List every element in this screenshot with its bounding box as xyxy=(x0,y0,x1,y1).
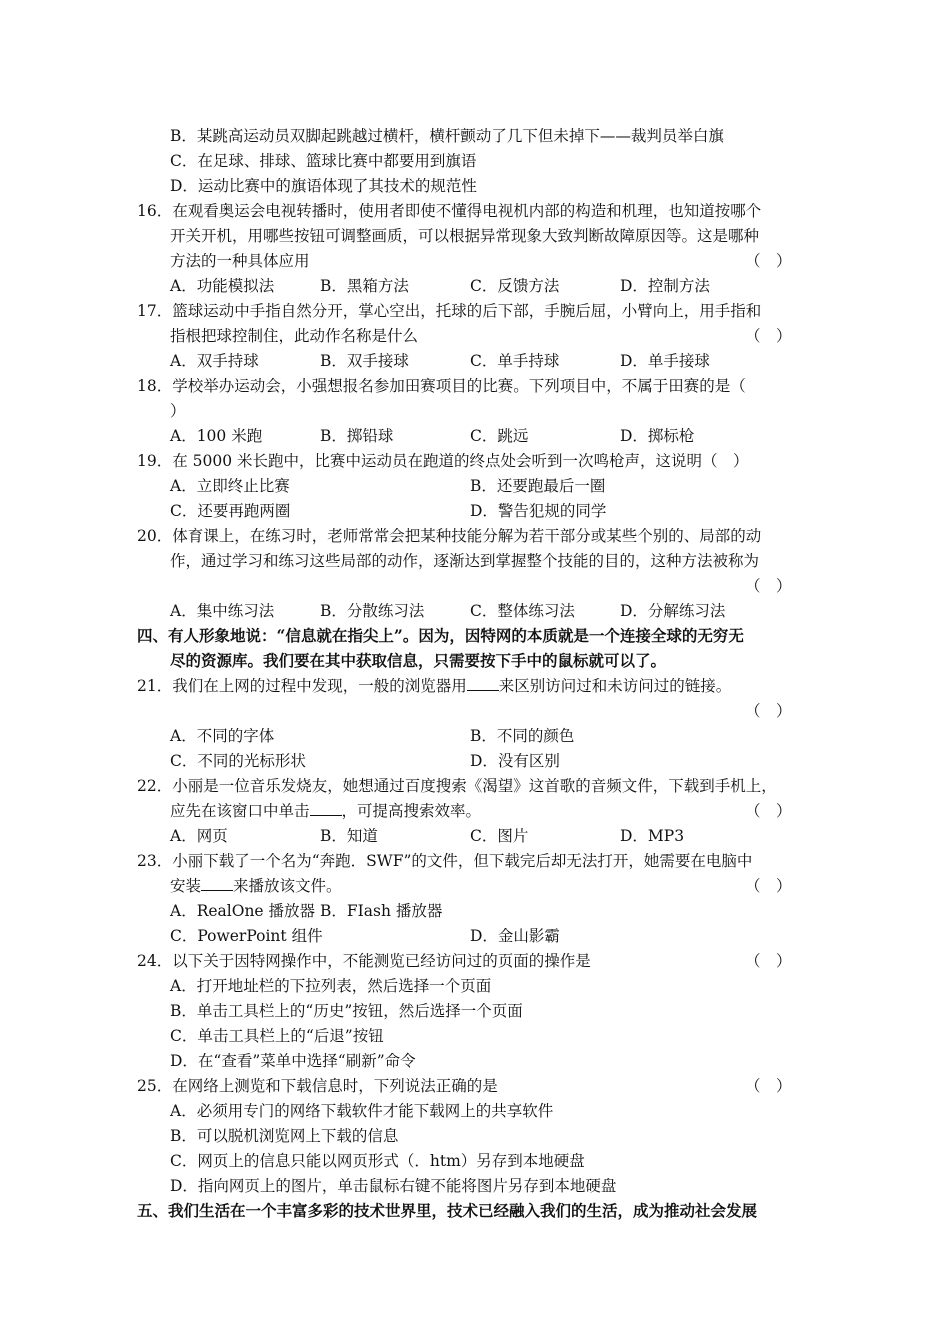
q18-option-b: B．掷铅球 xyxy=(320,427,394,445)
q24-answer-paren: （ ） xyxy=(745,952,792,970)
q20-option-d: D．分解练习法 xyxy=(620,602,726,620)
q16-answer-paren: （ ） xyxy=(745,252,792,270)
q17-option-a: A．双手持球 xyxy=(170,352,259,370)
q19-option-b: B．还要跑最后一圈 xyxy=(470,477,606,495)
q23-option-d: D．金山影霸 xyxy=(470,927,560,945)
q22-stem-2 xyxy=(170,801,481,821)
q23-stem-part-1: 安装 xyxy=(170,877,202,895)
q15-option-d: D．运动比赛中的旗语体现了其技术的规范性 xyxy=(170,177,477,195)
q16-stem-3: 方法的一种具体应用 xyxy=(170,252,310,270)
q22-answer-paren: （ ） xyxy=(745,802,792,820)
q17-option-b: B．双手接球 xyxy=(320,352,409,370)
q20-stem-2: 作，通过学习和练习这些局部的动作，逐渐达到掌握整个技能的目的，这种方法被称为 xyxy=(170,552,760,570)
q19-option-d: D．警告犯规的同学 xyxy=(470,502,607,520)
q15-option-c: C．在足球、排球、篮球比赛中都要用到旗语 xyxy=(170,152,477,170)
q19-stem-1: 19．在 5000 米长跑中，比赛中运动员在跑道的终点处会听到一次鸣枪声，这说明（ ） xyxy=(137,452,749,470)
q20-option-c: C．整体练习法 xyxy=(470,602,575,620)
q17-answer-paren: （ ） xyxy=(745,327,792,345)
q24-option-d: D．在“查看”菜单中选择“刷新”命令 xyxy=(170,1052,416,1070)
q20-option-a: A．集中练习法 xyxy=(170,602,275,620)
q17-stem-1: 17．篮球运动中手指自然分开，掌心空出，托球的后下部，手腕后屈，小臂向上，用手指和 xyxy=(137,302,762,320)
q18-stem-2: ） xyxy=(170,402,186,420)
q20-answer-paren: （ ） xyxy=(745,577,792,595)
q19-option-a: A．立即终止比赛 xyxy=(170,477,290,495)
q17-stem-2: 指根把球控制住，此动作名称是什么 xyxy=(170,327,419,345)
q23-stem-1: 23．小丽下载了一个名为“奔跑．SWF”的文件，但下载完后却无法打开，她需要在电脑中 xyxy=(137,852,753,870)
q18-option-c: C．跳远 xyxy=(470,427,529,445)
q21-stem-part-2: 来区别访问过和未访问过的链接。 xyxy=(498,677,732,695)
q21-option-c: C．不同的光标形状 xyxy=(170,752,306,770)
q24-option-b: B．单击工具栏上的“历史”按钮，然后选择一个页面 xyxy=(170,1002,523,1020)
q16-option-d: D．控制方法 xyxy=(620,277,710,295)
q22-stem-part-2: ，可提高搜索效率。 xyxy=(341,802,482,820)
q21-option-b: B．不同的颜色 xyxy=(470,727,575,745)
q22-blank xyxy=(310,801,342,816)
q22-stem-part-1: 应先在该窗口中单击 xyxy=(170,802,310,820)
q23-answer-paren: （ ） xyxy=(745,877,792,895)
q15-option-b: B．某跳高运动员双脚起跳越过横杆，横杆颤动了几下但未掉下——裁判员举白旗 xyxy=(170,127,724,145)
q18-option-a: A．100 米跑 xyxy=(170,427,263,445)
q16-option-a: A．功能模拟法 xyxy=(170,277,275,295)
q25-answer-paren: （ ） xyxy=(745,1077,792,1095)
section-5-heading-1: 五、我们生活在一个丰富多彩的技术世界里，技术已经融入我们的生活，成为推动社会发展 xyxy=(137,1201,758,1220)
q23-stem-part-2: 来播放该文件。 xyxy=(233,877,342,895)
q24-option-a: A．打开地址栏的下拉列表，然后选择一个页面 xyxy=(170,977,492,995)
q24-option-c: C．单击工具栏上的“后退”按钮 xyxy=(170,1027,384,1045)
q23-option-c: C．PowerPoint 组件 xyxy=(170,927,323,945)
q22-option-b: B．知道 xyxy=(320,827,378,845)
q21-option-a: A．不同的字体 xyxy=(170,727,275,745)
q20-stem-1: 20．体育课上，在练习时，老师常常会把某种技能分解为若干部分或某些个别的、局部的动 xyxy=(137,527,762,545)
q25-option-b: B．可以脱机浏览网上下载的信息 xyxy=(170,1127,399,1145)
q21-answer-paren: （ ） xyxy=(745,702,792,720)
q21-stem-1 xyxy=(137,676,731,696)
q18-stem-1: 18．学校举办运动会，小强想报名参加田赛项目的比赛。下列项目中，不属于田赛的是（ xyxy=(137,377,746,395)
q21-stem-part-1: 21．我们在上网的过程中发现，一般的浏览器用 xyxy=(137,677,467,695)
q16-stem-1: 16．在观看奥运会电视转播时，使用者即使不懂得电视机内部的构造和机理，也知道按哪个 xyxy=(137,202,762,220)
q22-stem-1: 22．小丽是一位音乐发烧友，她想通过百度搜索《渴望》这首歌的音频文件，下载到手机上， xyxy=(137,777,777,795)
q16-option-b: B．黑箱方法 xyxy=(320,277,409,295)
q24-stem-1: 24．以下关于因特网操作中，不能测览已经访问过的页面的操作是 xyxy=(137,952,591,970)
q18-option-d: D．掷标枪 xyxy=(620,427,695,445)
q25-option-d: D．指向网页上的图片，单击鼠标右键不能将图片另存到本地硬盘 xyxy=(170,1177,617,1195)
q22-option-d: D．MP3 xyxy=(620,827,685,845)
q25-stem-1: 25．在网络上测览和下载信息时，下列说法正确的是 xyxy=(137,1077,498,1095)
q16-option-c: C．反馈方法 xyxy=(470,277,560,295)
section-4-heading-2: 尽的资源库。我们要在其中获取信息，只需要按下手中的鼠标就可以了。 xyxy=(170,651,667,670)
q16-stem-2: 开关开机，用哪些按钮可调整画质，可以根据异常现象大致判断故障原因等。这是哪种 xyxy=(170,227,760,245)
q17-option-c: C．单手持球 xyxy=(470,352,560,370)
q23-option-a: A．RealOne 播放器 xyxy=(170,902,316,920)
q21-blank xyxy=(467,676,499,691)
q23-blank xyxy=(201,876,233,891)
q23-option-b: B．FIash 播放器 xyxy=(320,902,443,920)
q21-option-d: D．没有区别 xyxy=(470,752,560,770)
section-4-heading-1: 四、有人形象地说：“信息就在指尖上”。因为，因特网的本质就是一个连接全球的无穷无 xyxy=(137,626,744,645)
q20-option-b: B．分散练习法 xyxy=(320,602,425,620)
q25-option-a: A．必须用专门的网络下载软件才能下载网上的共享软件 xyxy=(170,1102,554,1120)
q19-option-c: C．还要再跑两圈 xyxy=(170,502,291,520)
q23-stem-2 xyxy=(170,876,342,896)
q17-option-d: D．单手接球 xyxy=(620,352,710,370)
q22-option-a: A．网页 xyxy=(170,827,228,845)
q22-option-c: C．图片 xyxy=(470,827,529,845)
q25-option-c: C．网页上的信息只能以网页形式（．htm）另存到本地硬盘 xyxy=(170,1152,585,1170)
